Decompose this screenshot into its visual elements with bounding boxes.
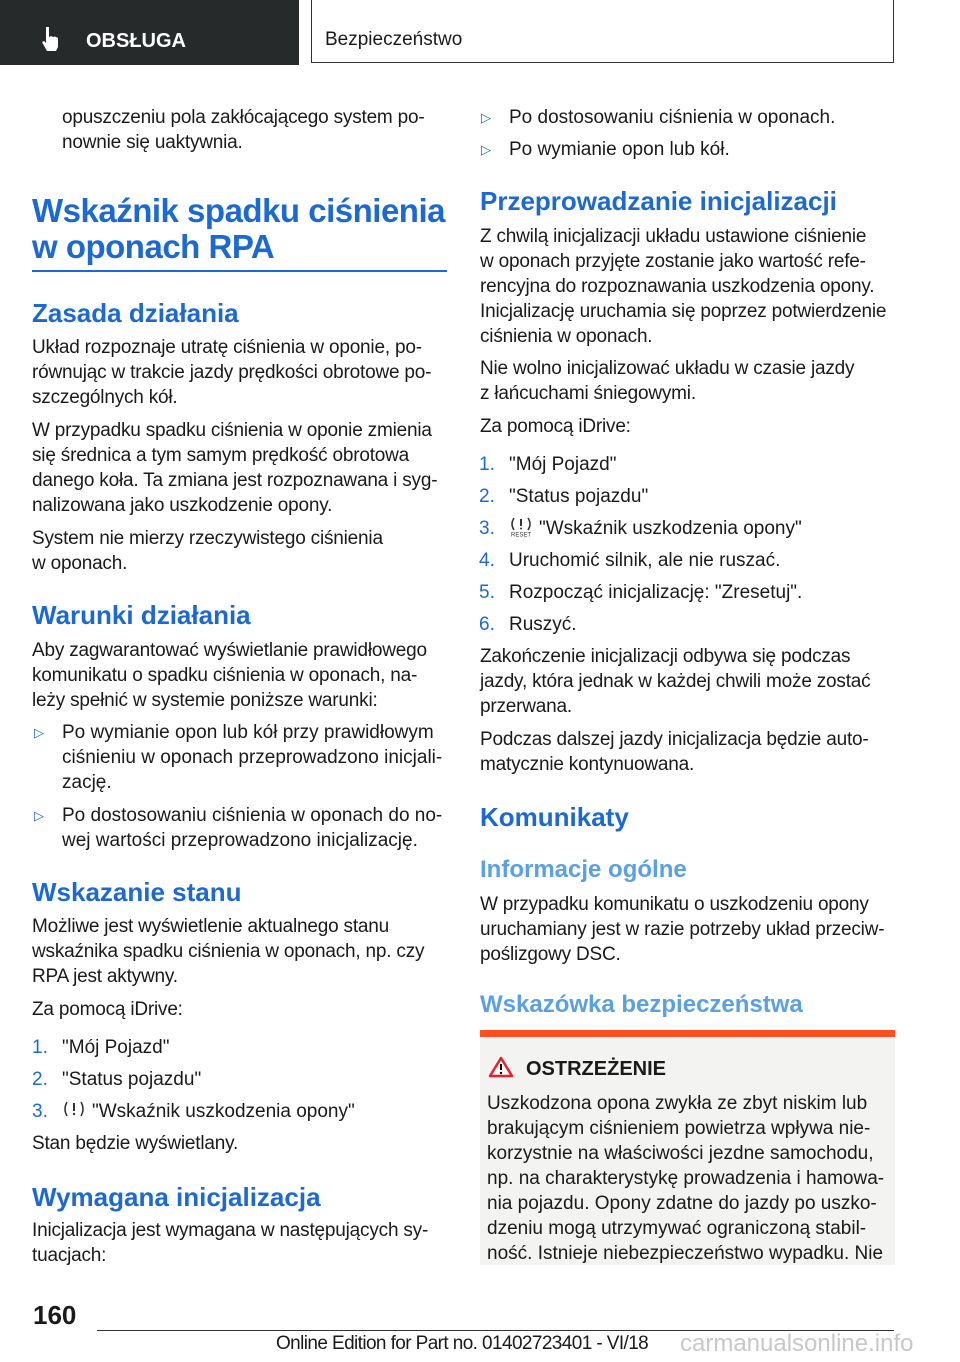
tire-reset-icon bbox=[509, 517, 533, 537]
list-text: "Status pojazdu" bbox=[62, 1069, 202, 1090]
heading-zasada: Zasada działania bbox=[32, 298, 239, 328]
heading-komunikaty: Komunikaty bbox=[480, 802, 629, 832]
list-item bbox=[479, 612, 577, 637]
list-number: 3. bbox=[32, 1101, 48, 1122]
list-number: 5. bbox=[479, 582, 495, 603]
paragraph: Układ rozpoznaje utratę ciśnienia w oponie, po- równując w trakcie jazdy prędkości obrotowe po- szczególnych kół. bbox=[32, 337, 432, 408]
list-item bbox=[479, 580, 803, 605]
paragraph: Podczas dalszej jazdy inicjalizacja będzie auto- matycznie kontynuowana. bbox=[480, 729, 869, 775]
tire-warning-icon bbox=[62, 1100, 86, 1120]
title-rule bbox=[32, 270, 447, 272]
list-text: "Wskaźnik uszkodzenia opony" bbox=[92, 1101, 355, 1122]
list-number: 3. bbox=[479, 518, 495, 539]
list-text: "Mój Pojazd" bbox=[62, 1037, 170, 1058]
bullet-item bbox=[34, 803, 443, 853]
list-text: "Status pojazdu" bbox=[509, 486, 649, 507]
section-label: OBSŁUGA bbox=[86, 30, 186, 52]
page-number: 160 bbox=[33, 1300, 77, 1330]
bullet-text: Po dostosowaniu ciśnienia w oponach. bbox=[509, 107, 836, 128]
heading-informacje: Informacje ogólne bbox=[480, 856, 687, 883]
triangle-bullet-icon: ▷ bbox=[34, 808, 44, 823]
list-number: 1. bbox=[32, 1037, 48, 1058]
list-item bbox=[479, 548, 781, 573]
bullet-item bbox=[481, 137, 730, 162]
paragraph: Możliwe jest wyświetlenie aktualnego stanu wskaźnika spadku ciśnienia w oponach, np. czy RPA jest aktywny. bbox=[32, 916, 425, 987]
chapter-tab bbox=[311, 0, 894, 63]
heading-wymagana: Wymagana inicjalizacja bbox=[32, 1182, 321, 1212]
paragraph: System nie mierzy rzeczywistego ciśnienia w oponach. bbox=[32, 528, 383, 574]
svg-text:RESET: RESET bbox=[510, 532, 532, 537]
bullet-item bbox=[34, 720, 443, 795]
list-item bbox=[479, 452, 617, 477]
list-text: Rozpocząć inicjalizację: "Zresetuj". bbox=[509, 582, 803, 603]
warning-title: OSTRZEŻENIE bbox=[526, 1058, 667, 1080]
heading-stan: Wskazanie stanu bbox=[32, 877, 242, 907]
paragraph: W przypadku komunikatu o uszkodzeniu opony uruchamiany jest w razie potrzeby układ przeciw- poślizgowy DSC. bbox=[480, 894, 885, 965]
paragraph: Za pomocą iDrive: bbox=[480, 416, 631, 437]
list-number: 1. bbox=[479, 454, 495, 475]
heading-warunki: Warunki działania bbox=[32, 600, 251, 630]
list-number: 2. bbox=[479, 486, 495, 507]
warning-triangle-icon bbox=[488, 1056, 514, 1078]
paragraph: Nie wolno inicjalizować układu w czasie jazdy z łańcuchami śniegowymi. bbox=[480, 358, 855, 404]
paragraph: Zakończenie inicjalizacji odbywa się podczas jazdy, która jednak w każdej chwili może zostać przerwana. bbox=[480, 646, 871, 717]
bullet-text: Po wymianie opon lub kół przy prawidłowym ciśnieniu w oponach przeprowadzono inicjali- zację. bbox=[62, 722, 443, 793]
paragraph: Stan będzie wyświetlany. bbox=[32, 1133, 239, 1154]
list-item bbox=[32, 1067, 202, 1092]
paragraph: Za pomocą iDrive: bbox=[32, 999, 183, 1020]
list-item bbox=[32, 1035, 170, 1060]
list-item bbox=[479, 484, 649, 509]
bullet-item bbox=[481, 105, 836, 130]
warning-bar bbox=[480, 1030, 895, 1037]
chapter-label: Bezpieczeństwo bbox=[325, 29, 463, 50]
list-item bbox=[479, 516, 802, 541]
warning-box bbox=[480, 1037, 895, 1265]
list-number: 6. bbox=[479, 614, 495, 635]
paragraph: Aby zagwarantować wyświetlanie prawidłowego komunikatu o spadku ciśnienia w oponach, na- leży spełnić w systemie poniższe warunki: bbox=[32, 640, 427, 711]
edition-text: Online Edition for Part no. 01402723401 - VI/18 bbox=[276, 1333, 649, 1354]
section-tab[interactable] bbox=[0, 0, 299, 65]
warning-text: Uszkodzona opona zwykła ze zbyt niskim lub brakującym ciśnieniem powietrza wpływa nie- korzystnie na właściwości jezdne samochodu, np. na charakterystykę prowadzenia i hamowa- nia pojazdu. Opony zdatne do jazdy po uszko- dzeniu mogą utrzymywać ograniczoną stabil- ność. Istnieje niebezpieczeństwo wypadku. Nie bbox=[487, 1093, 885, 1264]
triangle-bullet-icon: ▷ bbox=[34, 725, 44, 740]
triangle-bullet-icon: ▷ bbox=[481, 110, 491, 125]
list-number: 2. bbox=[32, 1069, 48, 1090]
bullet-text: Po wymianie opon lub kół. bbox=[509, 139, 730, 160]
bullet-text: Po dostosowaniu ciśnienia w oponach do no- wej wartości przeprowadzono inicjalizację. bbox=[62, 805, 443, 851]
intro-text: opuszczeniu pola zakłócającego system po- nownie się uaktywnia. bbox=[62, 107, 425, 153]
hand-pointer-icon bbox=[40, 26, 64, 52]
list-text: "Wskaźnik uszkodzenia opony" bbox=[539, 518, 802, 539]
list-text: Ruszyć. bbox=[509, 614, 577, 635]
paragraph: Inicjalizacja jest wymagana w następujących sy- tuacjach: bbox=[32, 1220, 429, 1266]
watermark: carmanualsonline.info bbox=[680, 1330, 914, 1357]
list-number: 4. bbox=[479, 550, 495, 571]
triangle-bullet-icon: ▷ bbox=[481, 142, 491, 157]
list-text: Uruchomić silnik, ale nie ruszać. bbox=[509, 550, 781, 571]
list-item bbox=[32, 1099, 355, 1124]
paragraph: W przypadku spadku ciśnienia w oponie zmienia się średnica a tym samym prędkość obrotowa danego koła. Ta zmiana jest rozpoznawana i syg- nalizowana jako uszkodzenie opony. bbox=[32, 420, 438, 516]
page-title: Wskaźnik spadku ciśnienia w oponach RPA bbox=[32, 192, 445, 265]
list-text: "Mój Pojazd" bbox=[509, 454, 617, 475]
heading-wskazowka: Wskazówka bezpieczeństwa bbox=[480, 991, 803, 1018]
paragraph: Z chwilą inicjalizacji układu ustawione ciśnienie w oponach przyjęte zostanie jako wartość refe- rencyjna do rozpoznawania uszkodzenia opony. Inicjalizację uruchamia się poprzez potwierdzenie ciśnienia w oponach. bbox=[480, 226, 887, 347]
heading-init: Przeprowadzanie inicjalizacji bbox=[480, 186, 837, 216]
